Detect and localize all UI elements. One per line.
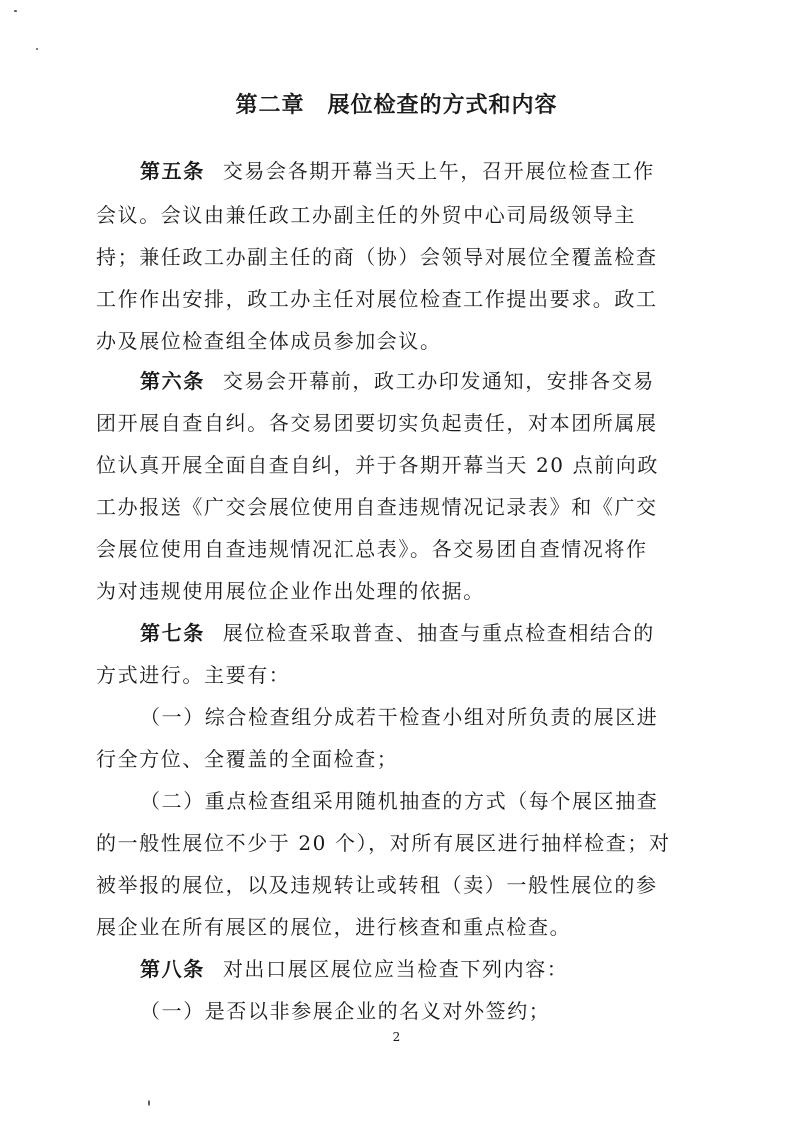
article-6-line-4: 工办报送《广交会展位使用自查违规情况记录表》和《广交: [96, 495, 658, 519]
article-8-line-2: （一）是否以非参展企业的名义对外签约；: [140, 999, 551, 1023]
article-8-line-1: [140, 954, 740, 984]
page-number: 2: [392, 1030, 401, 1044]
article-6-line-6: 为对违规使用展位企业作出处理的依据。: [96, 579, 485, 603]
article-5-line-2: 会议。会议由兼任政工办副主任的外贸中心司局级领导主: [96, 203, 636, 227]
article-6-line-5: 会展位使用自查违规情况汇总表》。各交易团自查情况将作: [96, 537, 648, 561]
article-6-line-2: 团开展自查自纠。各交易团要切实负起责任，对本团所属展: [96, 411, 658, 435]
article-8-text: 对出口展区展位应当检查下列内容：: [222, 957, 569, 981]
article-7-line-2: 方式进行。主要有：: [96, 663, 291, 687]
article-5-line-1: [140, 156, 740, 186]
article-7-item-2-line-1: （二）重点检查组采用随机抽查的方式（每个展区抽查: [140, 789, 659, 813]
scan-speck: [36, 48, 38, 50]
article-7-label: 第七条: [140, 621, 205, 645]
article-7-item-1-line-1: （一）综合检查组分成若干检查小组对所负责的展区进: [140, 705, 659, 729]
article-5-label: 第五条: [140, 159, 205, 183]
article-6-line-1: [140, 366, 740, 396]
article-7-text: 展位检查采取普查、抽查与重点检查相结合的: [222, 621, 655, 645]
article-7-item-1-line-2: 行全方位、全覆盖的全面检查；: [96, 747, 399, 771]
article-6-text: 交易会开幕前，政工办印发通知，安排各交易: [222, 369, 655, 393]
scan-speck: [148, 1100, 150, 1106]
article-7-line-1: [140, 618, 740, 648]
article-6-label: 第六条: [140, 369, 205, 393]
article-7-item-2-line-4: 展企业在所有展区的展位，进行核查和重点检查。: [96, 915, 572, 939]
article-5-line-4: 工作作出安排，政工办主任对展位检查工作提出要求。政工: [96, 287, 658, 311]
article-5-line-3: 持；兼任政工办副主任的商（协）会领导对展位全覆盖检查: [96, 245, 658, 269]
article-5-text: 交易会各期开幕当天上午，召开展位检查工作: [222, 159, 655, 183]
article-6-line-3: 位认真开展全面自查自纠，并于各期开幕当天 20 点前向政: [96, 453, 659, 477]
article-5-line-5: 办及展位检查组全体成员参加会议。: [96, 329, 442, 353]
scan-speck: [14, 10, 17, 12]
article-7-item-2-line-2: 的一般性展位不少于 20 个），对所有展区进行抽样检查；对: [96, 831, 671, 855]
article-7-item-2-line-3: 被举报的展位，以及违规转让或转租（卖）一般性展位的参: [96, 873, 658, 897]
article-8-label: 第八条: [140, 957, 205, 981]
chapter-title: 第二章 展位检查的方式和内容: [235, 93, 558, 118]
